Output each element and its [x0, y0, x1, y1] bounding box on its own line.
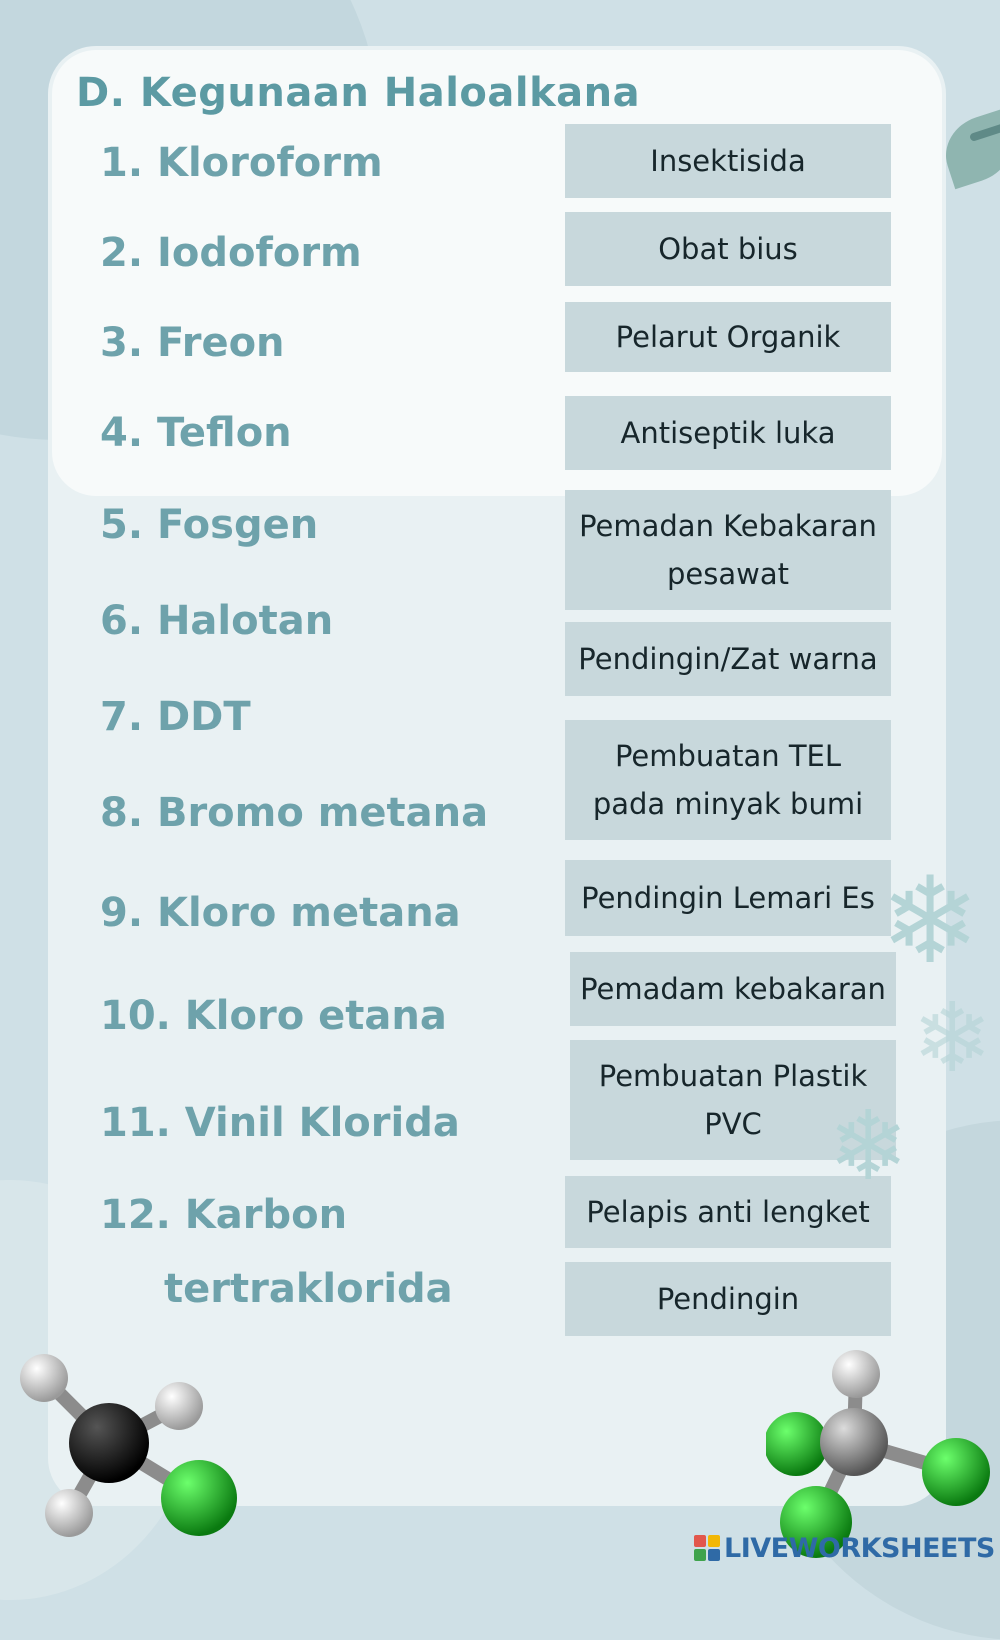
logo-mark-icon — [694, 1535, 720, 1561]
option-label: Insektisida — [650, 144, 806, 178]
option-label: Pelarut Organik — [615, 320, 841, 354]
option-pendingin[interactable] — [565, 1262, 891, 1336]
option-label: Obat bius — [658, 232, 798, 266]
page-title: D. Kegunaan Haloalkana — [76, 70, 641, 116]
option-label: Pemadam kebakaran — [580, 972, 886, 1006]
term-7: 7. DDT — [100, 694, 251, 740]
term-6: 6. Halotan — [100, 598, 334, 644]
snowflake-icon: ❄ — [828, 1090, 909, 1202]
option-label: Pendingin/Zat warna — [578, 642, 878, 676]
option-pembuatan-tel[interactable] — [565, 720, 891, 840]
option-insektisida[interactable] — [565, 124, 891, 198]
term-4: 4. Teflon — [100, 410, 292, 456]
option-label: Pembuatan Plastik PVC — [598, 1059, 868, 1141]
term-12: 12. Karbon — [100, 1192, 348, 1238]
option-label: Pendingin — [656, 1282, 800, 1316]
term-11: 11. Vinil Klorida — [100, 1100, 460, 1146]
option-pendingin-zat-warna[interactable] — [565, 622, 891, 696]
term-3: 3. Freon — [100, 320, 285, 366]
option-antiseptik-luka[interactable] — [565, 396, 891, 470]
option-obat-bius[interactable] — [565, 212, 891, 286]
term-12-continued: tertraklorida — [164, 1266, 453, 1312]
logo-text: LIVEWORKSHEETS — [724, 1532, 995, 1564]
liveworksheets-logo[interactable] — [694, 1530, 995, 1566]
option-label: Pelapis anti lengket — [586, 1195, 870, 1229]
snowflake-icon: ❄ — [880, 852, 981, 991]
term-10: 10. Kloro etana — [100, 993, 447, 1039]
term-2: 2. Iodoform — [100, 230, 362, 276]
snowflake-icon: ❄ — [912, 982, 993, 1094]
option-pelarut-organik[interactable] — [565, 302, 891, 372]
option-label: Antiseptik luka — [620, 416, 836, 450]
term-8: 8. Bromo metana — [100, 790, 489, 836]
option-label: Pendingin Lemari Es — [581, 881, 875, 915]
option-pemadam-kebakaran[interactable] — [570, 952, 896, 1026]
option-label: Pembuatan TEL pada minyak bumi — [592, 739, 864, 821]
term-9: 9. Kloro metana — [100, 890, 461, 936]
option-pendingin-lemari-es[interactable] — [565, 860, 891, 936]
term-5: 5. Fosgen — [100, 502, 319, 548]
option-pemadan-kebakaran-pesawat[interactable] — [565, 490, 891, 610]
term-1: 1. Kloroform — [100, 140, 383, 186]
option-label: Pemadan Kebakaran pesawat — [579, 509, 877, 591]
chloromethane-molecule — [14, 1348, 244, 1548]
